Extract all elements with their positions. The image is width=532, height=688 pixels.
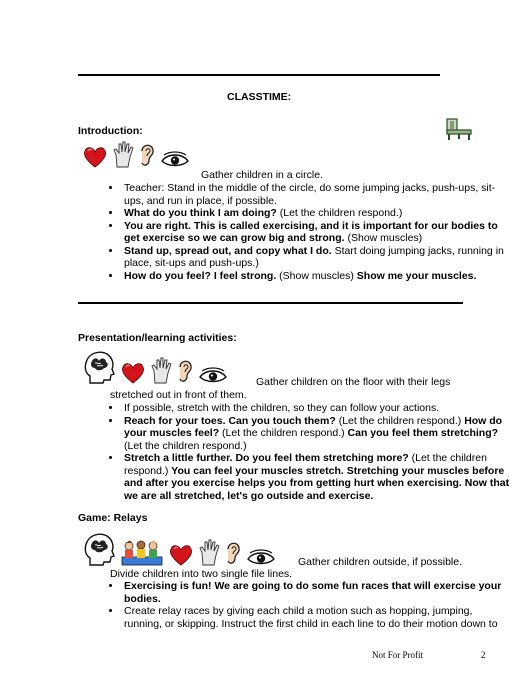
page-title: CLASSTIME: bbox=[227, 91, 292, 103]
list-item bbox=[122, 245, 510, 270]
game-list bbox=[104, 580, 510, 630]
list-item bbox=[122, 270, 510, 283]
children-group-icon bbox=[120, 537, 164, 567]
ear-icon bbox=[138, 141, 156, 169]
top-rule bbox=[78, 74, 440, 76]
heart-icon bbox=[168, 543, 194, 567]
list-item bbox=[122, 182, 510, 207]
bold-text: How do you feel? I feel strong. bbox=[124, 269, 277, 282]
intro-icon-row bbox=[82, 141, 190, 169]
presentation-list bbox=[104, 402, 510, 502]
plain-text: Create relay races by giving each child a motion such as hopping, jumping, running, or skipping. Instruct the first child in each line to do their motion down to bbox=[124, 605, 498, 630]
list-item bbox=[122, 605, 510, 630]
game-heading: Game: Relays bbox=[78, 512, 148, 524]
footer-text: Not For Profit bbox=[372, 650, 424, 660]
bold-text: Reach for your toes. Can you touch them? bbox=[124, 414, 336, 427]
bold-text: You are right. This is called exercising, and it is important for our bodies to get exercise so we can grow big and strong. bbox=[124, 219, 498, 244]
list-item bbox=[122, 220, 510, 245]
ear-icon bbox=[224, 539, 242, 567]
plain-text: (Let the children respond.) bbox=[124, 439, 247, 452]
game-icon-row bbox=[82, 531, 276, 567]
plain-text: If possible, stretch with the children, so they can follow your actions. bbox=[124, 402, 440, 414]
presentation-icon-row bbox=[82, 349, 228, 385]
eye-icon bbox=[246, 549, 276, 567]
hand-icon bbox=[198, 539, 220, 567]
heart-icon bbox=[82, 145, 108, 169]
plain-text: Start doing jumping jacks, running in place, sit-ups and push-ups.) bbox=[124, 244, 504, 269]
middle-rule bbox=[78, 302, 463, 304]
plain-text: (Let the children respond.) bbox=[335, 414, 465, 427]
ear-icon bbox=[176, 357, 194, 385]
bold-text: Exercising is fun! We are going to do some fun races that will exercise your bodies. bbox=[124, 580, 502, 605]
plain-text: (Let the children respond.) bbox=[219, 427, 348, 439]
eye-icon bbox=[160, 151, 190, 169]
plain-text: Teacher: Stand in the middle of the circle, do some jumping jacks, push-ups, sit-ups, and run in place, if possible. bbox=[124, 182, 496, 207]
head-brain-icon bbox=[82, 349, 116, 385]
bold-text: Stand up, spread out, and copy what I do. bbox=[124, 244, 332, 257]
heart-icon bbox=[120, 361, 146, 385]
bold-text: Show me your muscles. bbox=[356, 269, 477, 282]
chair-icon bbox=[444, 117, 476, 146]
plain-text: (Let the children respond.) bbox=[124, 452, 487, 477]
bold-text: How do your muscles feel? bbox=[124, 414, 503, 439]
list-item bbox=[122, 415, 510, 453]
page-number: 2 bbox=[481, 650, 486, 660]
game-lead-line1: Gather children outside, if possible. bbox=[298, 556, 463, 568]
list-item bbox=[122, 207, 510, 220]
intro-heading: Introduction: bbox=[78, 125, 143, 137]
list-item bbox=[122, 452, 510, 502]
plain-text: (Show muscles) bbox=[276, 269, 357, 282]
plain-text: (Show muscles) bbox=[344, 232, 423, 244]
bold-text: You can feel your muscles stretch. Stretching your muscles before and after you exercise helps you from getting hurt when exercising. Now that we are all stretched, let's go outside and exercise. bbox=[124, 464, 510, 502]
eye-icon bbox=[198, 367, 228, 385]
list-item bbox=[122, 402, 510, 415]
intro-lead: Gather children in a circle. bbox=[201, 169, 323, 181]
bold-text: What do you think I am doing? bbox=[124, 207, 277, 219]
head-brain-icon bbox=[82, 531, 116, 567]
presentation-lead-line2: stretched out in front of them. bbox=[110, 389, 247, 401]
intro-list bbox=[104, 182, 510, 282]
bold-text: Can you feel them stretching? bbox=[347, 427, 499, 439]
presentation-lead-line1: Gather children on the floor with their legs bbox=[256, 376, 451, 388]
list-item bbox=[122, 580, 510, 605]
hand-icon bbox=[150, 357, 172, 385]
bold-text: Stretch a little further. Do you feel them stretching more? bbox=[124, 452, 409, 464]
hand-icon bbox=[112, 141, 134, 169]
plain-text: (Let the children respond.) bbox=[276, 207, 403, 219]
presentation-heading: Presentation/learning activities: bbox=[78, 332, 237, 344]
game-lead-line2: Divide children into two single file lines. bbox=[110, 568, 293, 580]
